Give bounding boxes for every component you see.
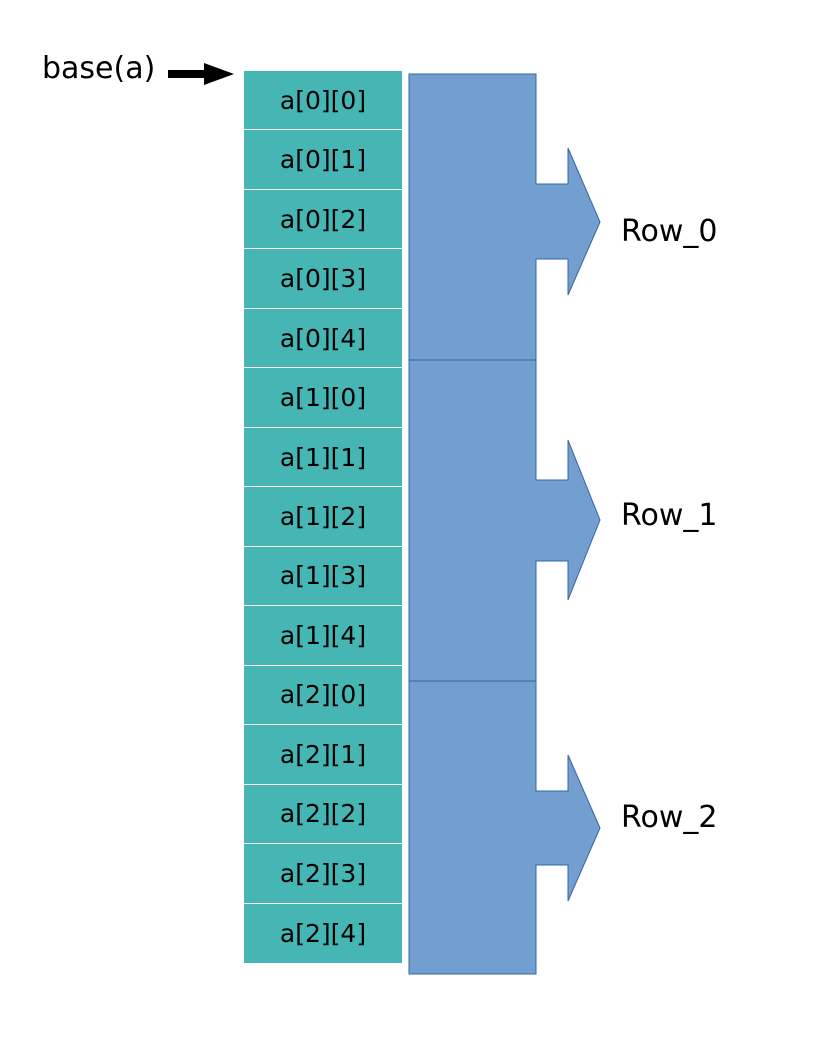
base-pointer-label: base(a) — [42, 51, 156, 86]
array-cell-2-2: a[2][2] — [244, 785, 402, 844]
array-cell-2-1: a[2][1] — [244, 725, 402, 784]
array-cell-0-1: a[0][1] — [244, 130, 402, 189]
row-2-label: Row_2 — [621, 800, 718, 835]
array-cell-2-0: a[2][0] — [244, 666, 402, 725]
array-cell-0-3: a[0][3] — [244, 249, 402, 308]
row-0-label: Row_0 — [621, 214, 718, 249]
array-cell-0-0: a[0][0] — [244, 71, 402, 130]
array-cell-1-4: a[1][4] — [244, 606, 402, 665]
array-cell-1-0: a[1][0] — [244, 368, 402, 427]
array-cell-0-4: a[0][4] — [244, 309, 402, 368]
row-0-arrow — [409, 74, 600, 369]
array-cell-1-1: a[1][1] — [244, 428, 402, 487]
row-1-label: Row_1 — [621, 498, 718, 533]
row-1-arrow — [409, 360, 600, 681]
array-cell-2-4: a[2][4] — [244, 904, 402, 963]
array-cell-1-2: a[1][2] — [244, 487, 402, 546]
row-2-arrow — [409, 681, 600, 974]
array-cell-2-3: a[2][3] — [244, 844, 402, 903]
array-cell-0-2: a[0][2] — [244, 190, 402, 249]
array-cell-1-3: a[1][3] — [244, 547, 402, 606]
